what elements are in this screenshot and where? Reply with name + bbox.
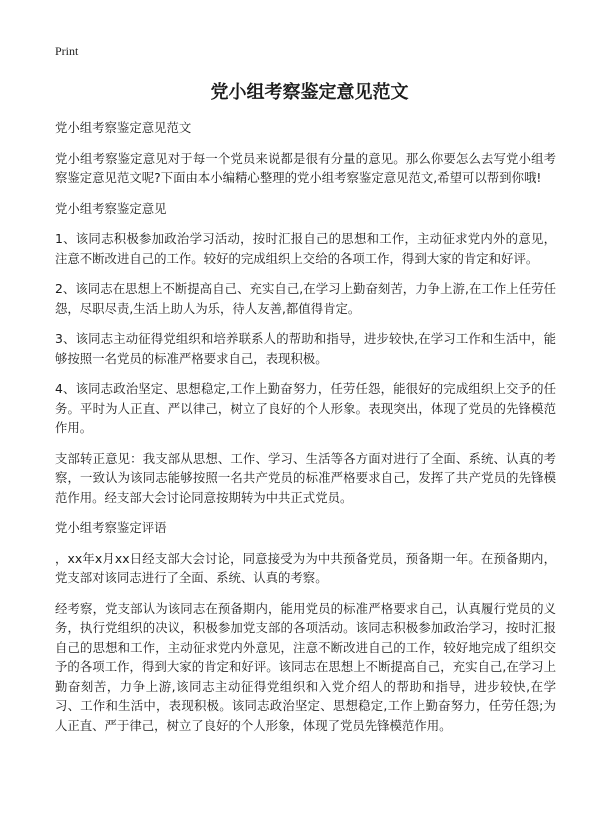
- document-title: 党小组考察鉴定意见范文: [210, 82, 409, 103]
- print-link[interactable]: Print: [55, 44, 79, 58]
- branch-opinion-paragraph: 支部转正意见：我支部从思想、工作、学习、生活等各方面对进行了全面、系统、认真的考察，一致认为该同志能够按照一名共产党员的标准严格要求自己，发挥了共产党员的先锋模范作用。经支部大会讨论同意按期转为中共正式党员。: [55, 450, 556, 505]
- section-heading: 党小组考察鉴定评语: [55, 520, 167, 535]
- opinion-item-1: 1、该同志积极参加政治学习活动，按时汇报自己的思想和工作，主动征求党内外的意见，注意不断改进自己的工作。较好的完成组织上交给的各项工作，得到大家的肯定和好评。: [55, 231, 556, 266]
- evaluation-paragraph-1: ，xx年x月xx日经支部大会讨论，同意接受为为中共预备党员，预备期一年。在预备期内，党支部对该同志进行了全面、系统、认真的考察。: [55, 550, 556, 585]
- opinion-item-2: 2、该同志在思想上不断提高自己、充实自己,在学习上勤奋刻苦，力争上游,在工作上任劳任怨，尽职尽责,生活上助人为乐，待人友善,都值得肯定。: [55, 281, 556, 316]
- section-heading: 党小组考察鉴定意见: [55, 200, 167, 216]
- opinion-item-3: 3、该同志主动征得党组织和培养联系人的帮助和指导，进步较快,在学习工作和生活中，能够按照一名党员的标准严格要求自己，表现积极。: [55, 331, 556, 366]
- opinion-item-4: 4、该同志政治坚定、思想稳定,工作上勤奋努力，任劳任怨，能很好的完成组织上交予的任务。平时为人正直、严以律己，树立了良好的个人形象。表现突出，体现了党员的先锋模范作用。: [55, 381, 556, 435]
- section-heading: 党小组考察鉴定意见范文: [55, 120, 192, 135]
- evaluation-paragraph-2: 经考察，党支部认为该同志在预备期内，能用党员的标准严格要求自己，认真履行党员的义务，执行党组织的决议，积极参加党支部的各项活动。该同志积极参加政治学习，按时汇报自己的思想和工作，主动征求党内外意见，注意不断改进自己的工作，较好地完成了组织交予的各项工作，得到大家的肯定和好评。该同志在思想上不断提高自己，充实自己,在学习上勤奋刻苦，力争上游,该同志主动征得党组织和入党介绍人的帮助和指导，进步较快,在学习、工作和生活中，表现积极。该同志政治坚定、思想稳定,工作上勤奋努力，任劳任怨;为人正直、严于律己，树立了良好的个人形象，体现了党员先锋模范作用。: [55, 600, 556, 733]
- intro-paragraph: 党小组考察鉴定意见对于每一个党员来说都是很有分量的意见。那么你要怎么去写党小组考察鉴定意见范文呢?下面由本小编精心整理的党小组考察鉴定意见范文,希望可以帮到你哦!: [55, 150, 556, 185]
